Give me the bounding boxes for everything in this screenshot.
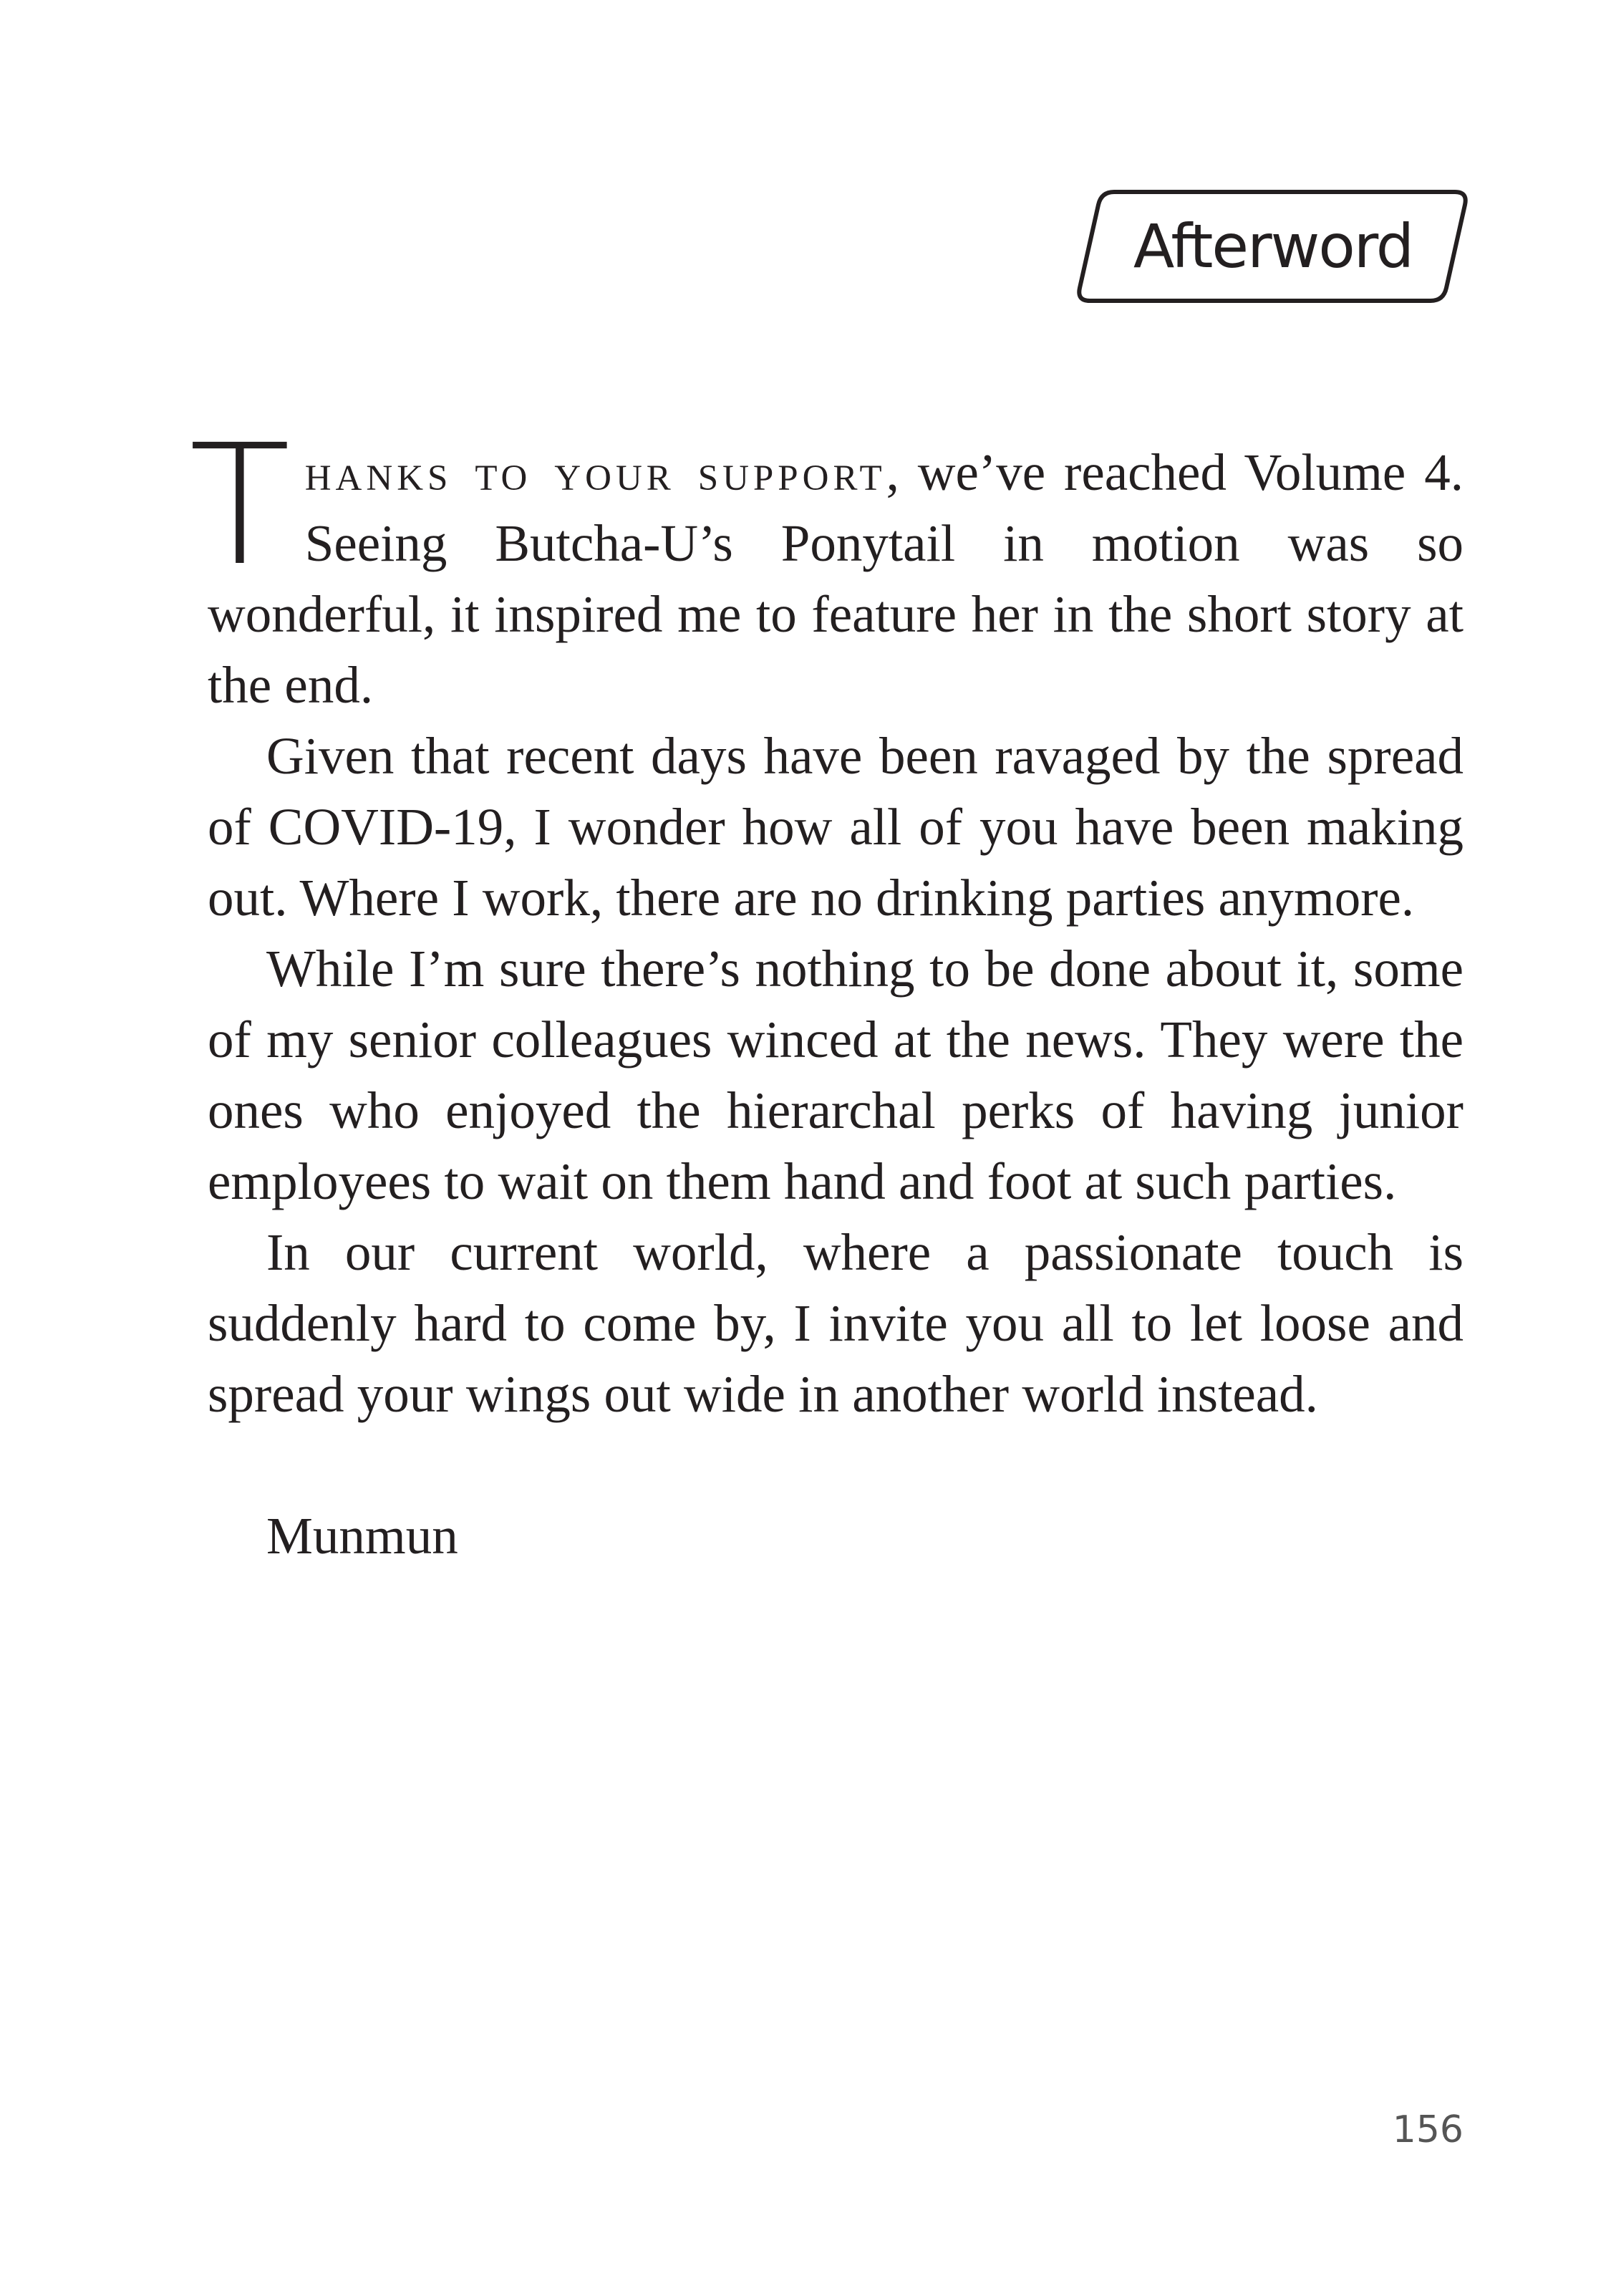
paragraph-3: While I’m sure there’s nothing to be done about it, some of my senior colleagues winced at the news. They were the ones who enjoyed the hierarchal perks of having junior employees to wait on them hand and foot at such parties. bbox=[208, 940, 1464, 1210]
chapter-heading-badge bbox=[1073, 188, 1474, 305]
lead-in-smallcaps: hanks to your support bbox=[304, 443, 886, 501]
paragraph-1-text: , we’ve reached Volume 4. Seeing Butcha-U’s Ponytail in motion was so wonderful, it inspired me to feature her in the short story at the end. bbox=[208, 443, 1464, 714]
paragraph-1 bbox=[189, 409, 1464, 720]
page-number: 156 bbox=[1392, 2108, 1464, 2151]
author-signature: Munmun bbox=[266, 1507, 458, 1565]
drop-cap-letter: T bbox=[189, 409, 291, 602]
chapter-title: Afterword bbox=[1133, 211, 1413, 281]
paragraph-4: In our current world, where a passionate touch is suddenly hard to come by, I invite you all to let loose and spread your wings out wide in another world instead. bbox=[208, 1223, 1464, 1423]
paragraph-2: Given that recent days have been ravaged by the spread of COVID-19, I wonder how all of you have been making out. Where I work, there are no drinking parties anymore. bbox=[208, 727, 1464, 927]
afterword-body bbox=[189, 409, 1464, 1571]
